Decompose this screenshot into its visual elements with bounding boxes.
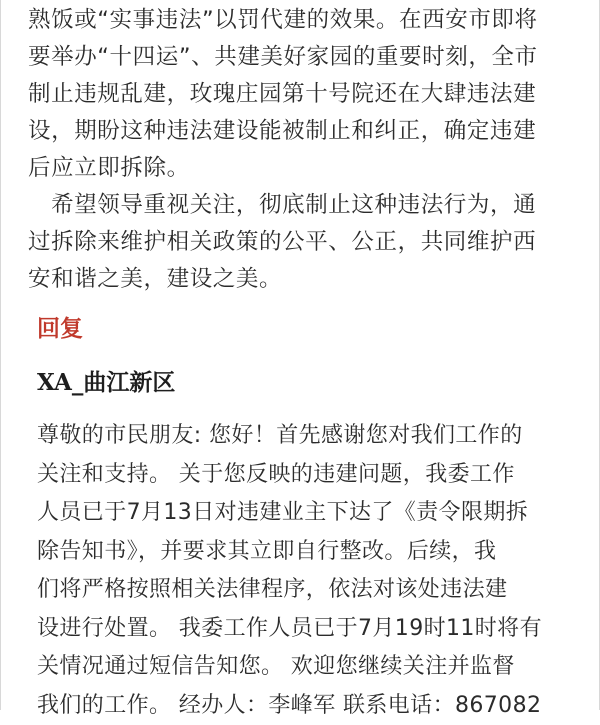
post-line: 制止违规乱建，玫瑰庄园第十号院还在大肆违法建 bbox=[28, 76, 576, 113]
post-body bbox=[28, 0, 576, 298]
reply-line: 关注和支持。 关于您反映的违建问题，我委工作 bbox=[37, 456, 577, 495]
reply-line: 除告知书》，并要求其立即自行整改。后续，我 bbox=[37, 533, 577, 572]
post-line: 后应立即拆除。 bbox=[28, 150, 576, 187]
post-line: 安和谐之美，建设之美。 bbox=[28, 261, 576, 298]
reply-line: 们将严格按照相关法律程序，依法对该处违法建 bbox=[37, 571, 577, 610]
reply-line: 我们的工作。 经办人：李峰军 联系电话：867082 bbox=[37, 687, 577, 725]
reply-line: 设进行处置。 我委工作人员已于7月19时11时将有 bbox=[37, 610, 577, 649]
post-line: 希望领导重视关注，彻底制止这种违法行为，通 bbox=[28, 187, 576, 224]
reply-line: 尊敬的市民朋友: 您好！首先感谢您对我们工作的 bbox=[37, 417, 577, 456]
post-line: 过拆除来维护相关政策的公平、公正，共同维护西 bbox=[28, 224, 576, 261]
reply-body bbox=[37, 417, 577, 725]
reply-line: 人员已于7月13日对违建业主下达了《责令限期拆 bbox=[37, 494, 577, 533]
post-line: 要举办“十四运”、共建美好家园的重要时刻，全市 bbox=[28, 39, 576, 76]
responder-name: XA_曲江新区 bbox=[37, 366, 175, 400]
reply-heading: 回复 bbox=[37, 312, 83, 346]
reply-line: 关情况通过短信告知您。 欢迎您继续关注并监督 bbox=[37, 648, 577, 687]
post-line: 设，期盼这种违法建设能被制止和纠正，确定违建 bbox=[28, 113, 576, 150]
post-line: 熟饭或“实事违法”以罚代建的效果。在西安市即将 bbox=[28, 2, 576, 39]
